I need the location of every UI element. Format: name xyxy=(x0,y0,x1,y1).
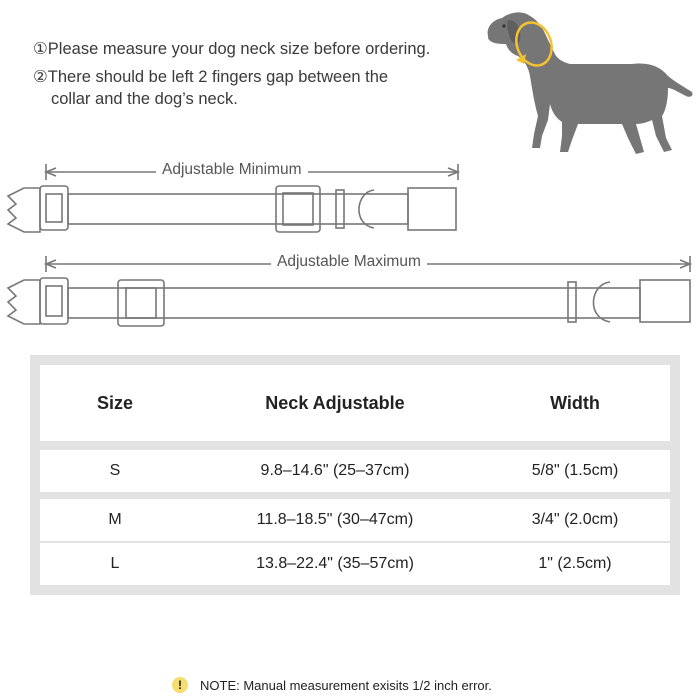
instruction-measure: ①Please measure your dog neck size before ordering. xyxy=(33,40,431,58)
table-row xyxy=(40,450,670,492)
dog-illustration xyxy=(482,6,696,158)
collar-diagram xyxy=(0,150,700,340)
neck-cell: 13.8–22.4" (35–57cm) xyxy=(256,555,414,572)
size-cell: S xyxy=(109,462,121,479)
collar-maximum xyxy=(8,278,690,326)
adjustable-minimum-label: Adjustable Minimum xyxy=(156,161,308,179)
measurement-note xyxy=(172,677,492,693)
size-cell: L xyxy=(110,555,120,572)
size-cell: M xyxy=(108,511,122,528)
neck-cell: 11.8–18.5" (30–47cm) xyxy=(256,511,414,528)
dog-eye xyxy=(502,24,505,27)
table-row xyxy=(40,499,670,541)
header-size: Size xyxy=(96,392,134,413)
size-table xyxy=(30,355,680,595)
instruction-gap-continued: collar and the dog’s neck. xyxy=(51,90,238,108)
header-neck-adjustable: Neck Adjustable xyxy=(265,392,405,413)
width-cell: 5/8" (1.5cm) xyxy=(531,462,619,479)
neck-cell: 9.8–14.6" (25–37cm) xyxy=(260,462,410,479)
header-width: Width xyxy=(550,392,600,413)
adjustable-maximum-label: Adjustable Maximum xyxy=(271,253,427,271)
note-text: NOTE: Manual measurement exisits 1/2 inch error. xyxy=(200,677,492,693)
table-header xyxy=(40,365,670,441)
collar-minimum xyxy=(8,186,456,232)
table-row xyxy=(40,543,670,585)
width-cell: 3/4" (2.0cm) xyxy=(531,511,619,528)
warning-icon: ! xyxy=(172,677,188,693)
instruction-gap: ②There should be left 2 fingers gap between the xyxy=(33,68,389,86)
width-cell: 1" (2.5cm) xyxy=(538,555,612,572)
